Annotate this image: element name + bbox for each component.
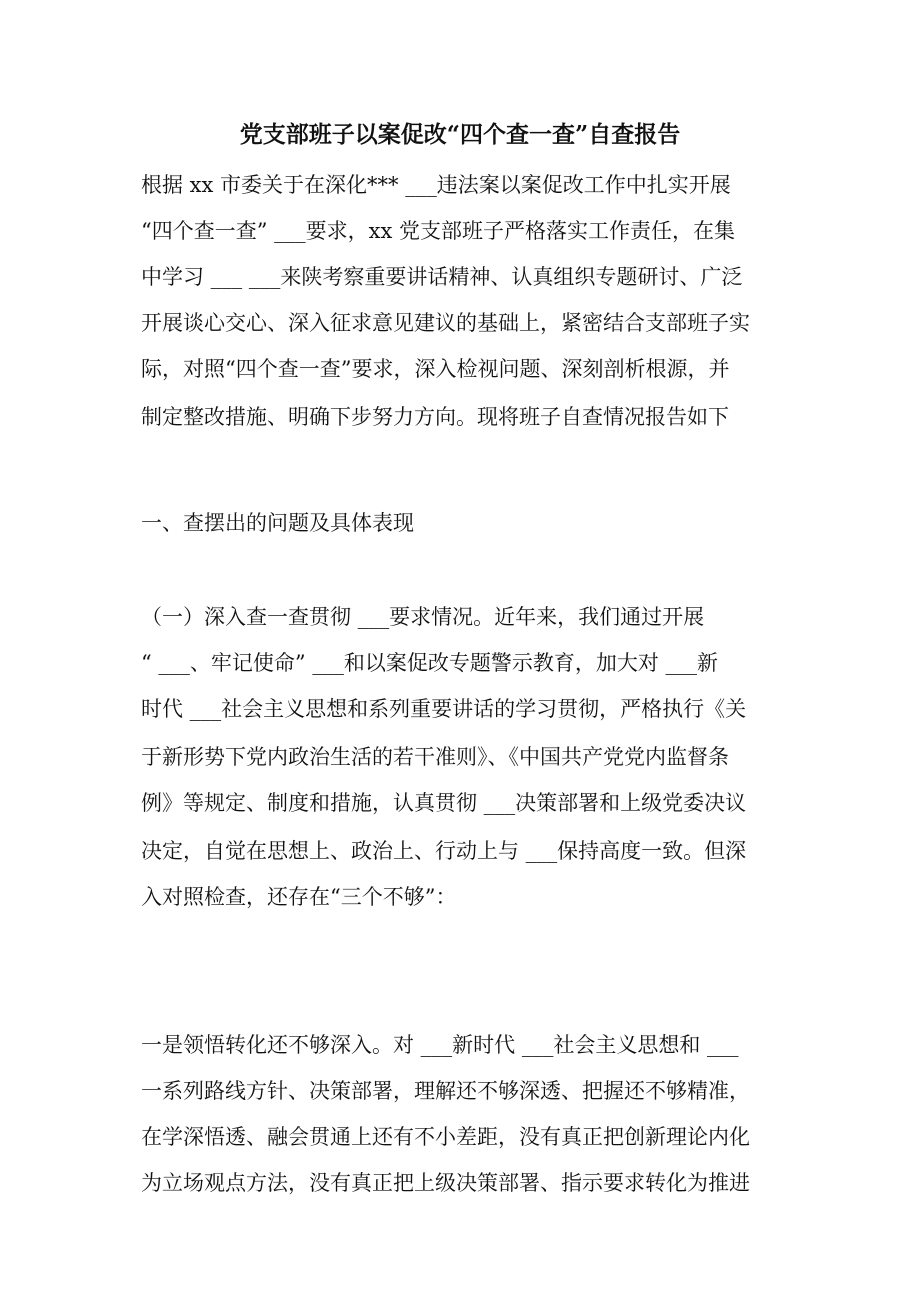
subsection-line: （一）深入查一查贯彻 ___要求情况。近年来，我们通过开展 [141,605,705,629]
intro-line: 中学习 ___ ___来陕考察重要讲话精神、认真组织专题研讨、广泛 [141,265,743,289]
subsection-line: 入对照检查，还存在“三个不够”： [141,885,457,909]
intro-line: 际，对照“四个查一查”要求，深入检视问题、深刻剖析根源，并 [141,357,730,381]
intro-line: 制定整改措施、明确下步努力方向。现将班子自查情况报告如下 [141,405,729,429]
subsection-line: 例》等规定、制度和措施，认真贯彻 ___决策部署和上级党委决议 [141,791,747,815]
section-heading: 一、查摆出的问题及具体表现 [141,511,414,535]
subsection-line: 决定，自觉在思想上、政治上、行动上与 ___保持高度一致。但深 [141,839,747,863]
point-line: 一是领悟转化还不够深入。对 ___新时代 ___社会主义思想和 ___ [141,1033,739,1057]
subsection-line: 时代 ___社会主义思想和系列重要讲话的学习贯彻，严格执行《关 [141,697,747,721]
intro-line: “四个查一查” ___要求，xx 党支部班子严格落实工作责任，在集 [141,219,736,243]
subsection-line: 于新形势下党内政治生活的若干准则》、《中国共产党党内监督条 [141,745,729,769]
point-line: 为立场观点方法，没有真正把上级决策部署、指示要求转化为推进 [141,1171,750,1195]
subsection-line: “ ___、牢记使命” ___和以案促改专题警示教育，加大对 ___新 [141,651,718,675]
intro-line: 开展谈心交心、深入征求意见建议的基础上，紧密结合支部班子实 [141,311,750,335]
intro-line: 根据 xx 市委关于在深化*** ___违法案以案促改工作中扎实开展 [141,173,731,197]
document-title: 党支部班子以案促改“四个查一查”自查报告 [239,121,681,148]
point-line: 在学深悟透、融会贯通上还有不小差距，没有真正把创新理论内化 [141,1125,750,1149]
point-line: 一系列路线方针、决策部署，理解还不够深透、把握还不够精准， [141,1079,750,1103]
